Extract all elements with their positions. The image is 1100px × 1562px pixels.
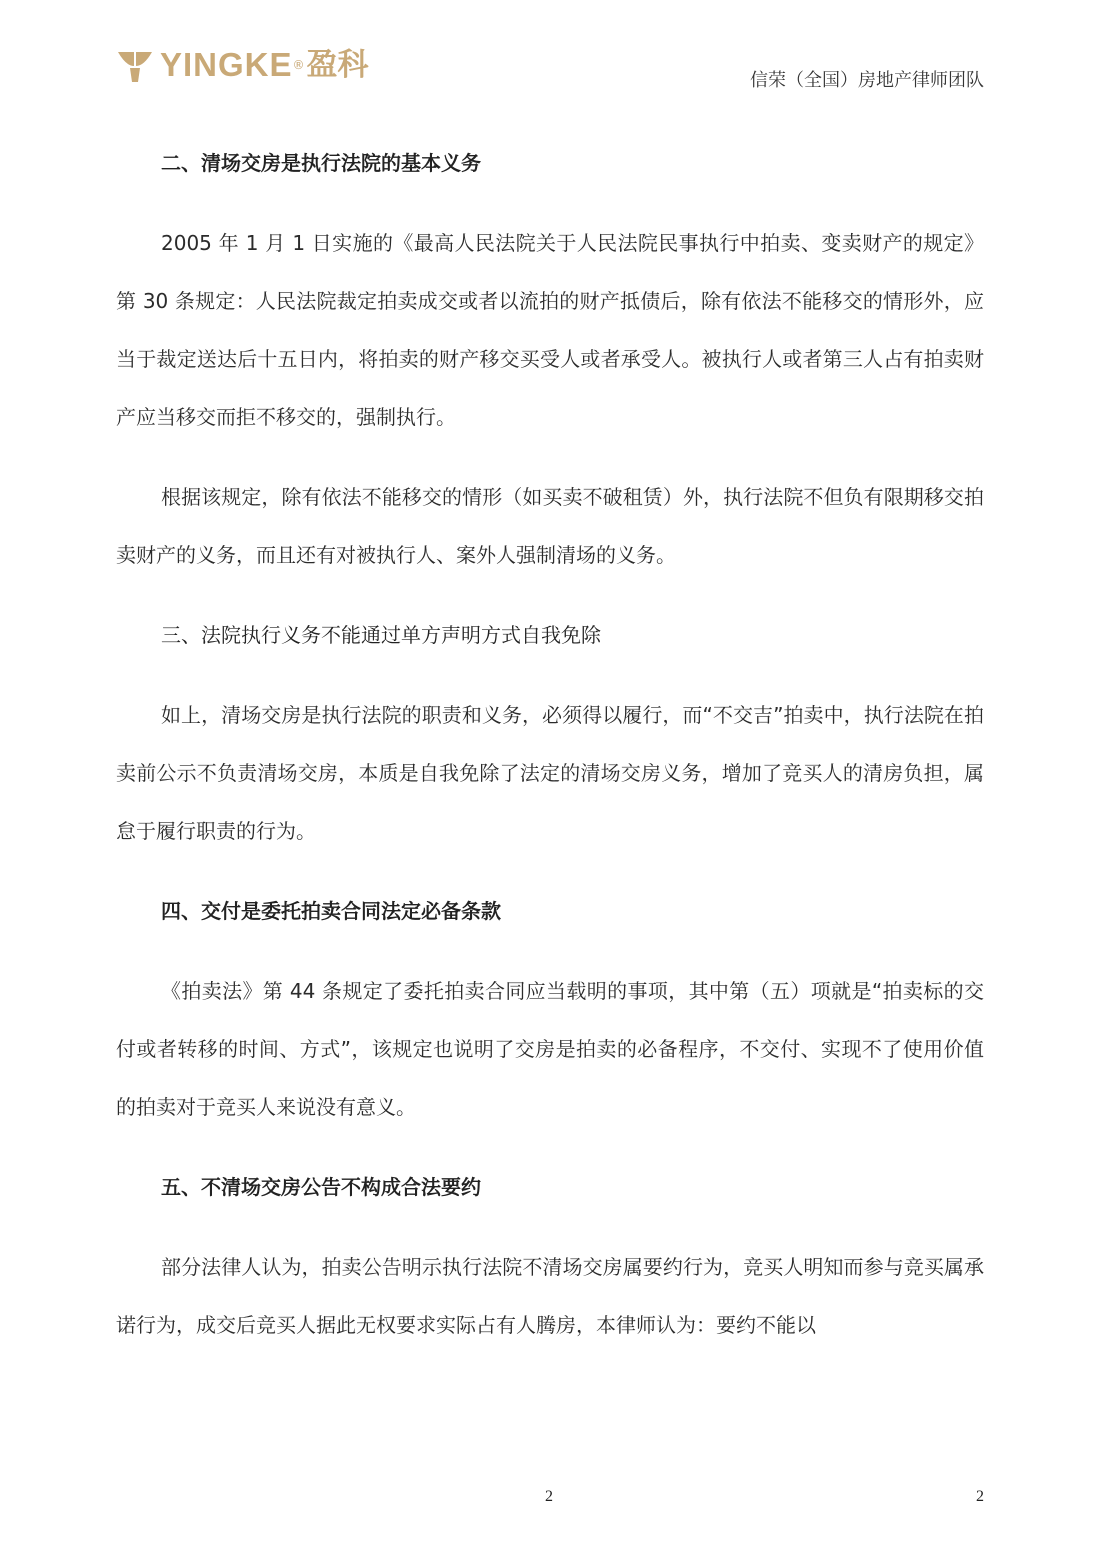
- yingke-emblem-icon: [116, 46, 154, 84]
- brand-name-en: YINGKE: [160, 46, 293, 83]
- paragraph: 部分法律人认为，拍卖公告明示执行法院不清场交房属要约行为，竞买人明知而参与竞买属承诺行为，成交后竞买人据此无权要求实际占有人腾房，本律师认为：要约不能以: [116, 1255, 984, 1337]
- paragraph: 根据该规定，除有依法不能移交的情形（如买卖不破租赁）外，执行法院不但负有限期移交拍卖财产的义务，而且还有对被执行人、案外人强制清场的义务。: [116, 485, 984, 567]
- section-heading: 二、清场交房是执行法院的基本义务: [161, 151, 481, 175]
- document-body: [116, 134, 984, 1376]
- section-heading: 五、不清场交房公告不构成合法要约: [161, 1175, 481, 1199]
- page-number-right: 2: [976, 1488, 984, 1505]
- team-name: 信荣（全国）房地产律师团队: [750, 70, 984, 91]
- yingke-logo: [116, 42, 369, 88]
- paragraph: 如上，清场交房是执行法院的职责和义务，必须得以履行，而“不交吉”拍卖中，执行法院在拍卖前公示不负责清场交房，本质是自我免除了法定的清场交房义务，增加了竞买人的清房负担，属怠于履行职责的行为。: [116, 703, 984, 843]
- page-header: [0, 0, 1100, 110]
- registered-mark: ®: [292, 58, 305, 72]
- paragraph: 2005 年 1 月 1 日实施的《最高人民法院关于人民法院民事执行中拍卖、变卖财产的规定》第 30 条规定：人民法院裁定拍卖成交或者以流拍的财产抵债后，除有依法不能移交的情形外，应当于裁定送达后十五日内，将拍卖的财产移交买受人或者承受人。被执行人或者第三人占有拍卖财产应当移交而拒不移交的，强制执行。: [116, 231, 984, 429]
- brand-name-cn: 盈科: [306, 47, 369, 83]
- section-heading: 四、交付是委托拍卖合同法定必备条款: [161, 899, 501, 923]
- paragraph: 《拍卖法》第 44 条规定了委托拍卖合同应当载明的事项，其中第（五）项就是“拍卖标的交付或者转移的时间、方式”，该规定也说明了交房是拍卖的必备程序，不交付、实现不了使用价值的拍卖对于竞买人来说没有意义。: [116, 979, 984, 1119]
- section-heading: 三、法院执行义务不能通过单方声明方式自我免除: [161, 623, 601, 647]
- page-number-center: 2: [545, 1488, 553, 1505]
